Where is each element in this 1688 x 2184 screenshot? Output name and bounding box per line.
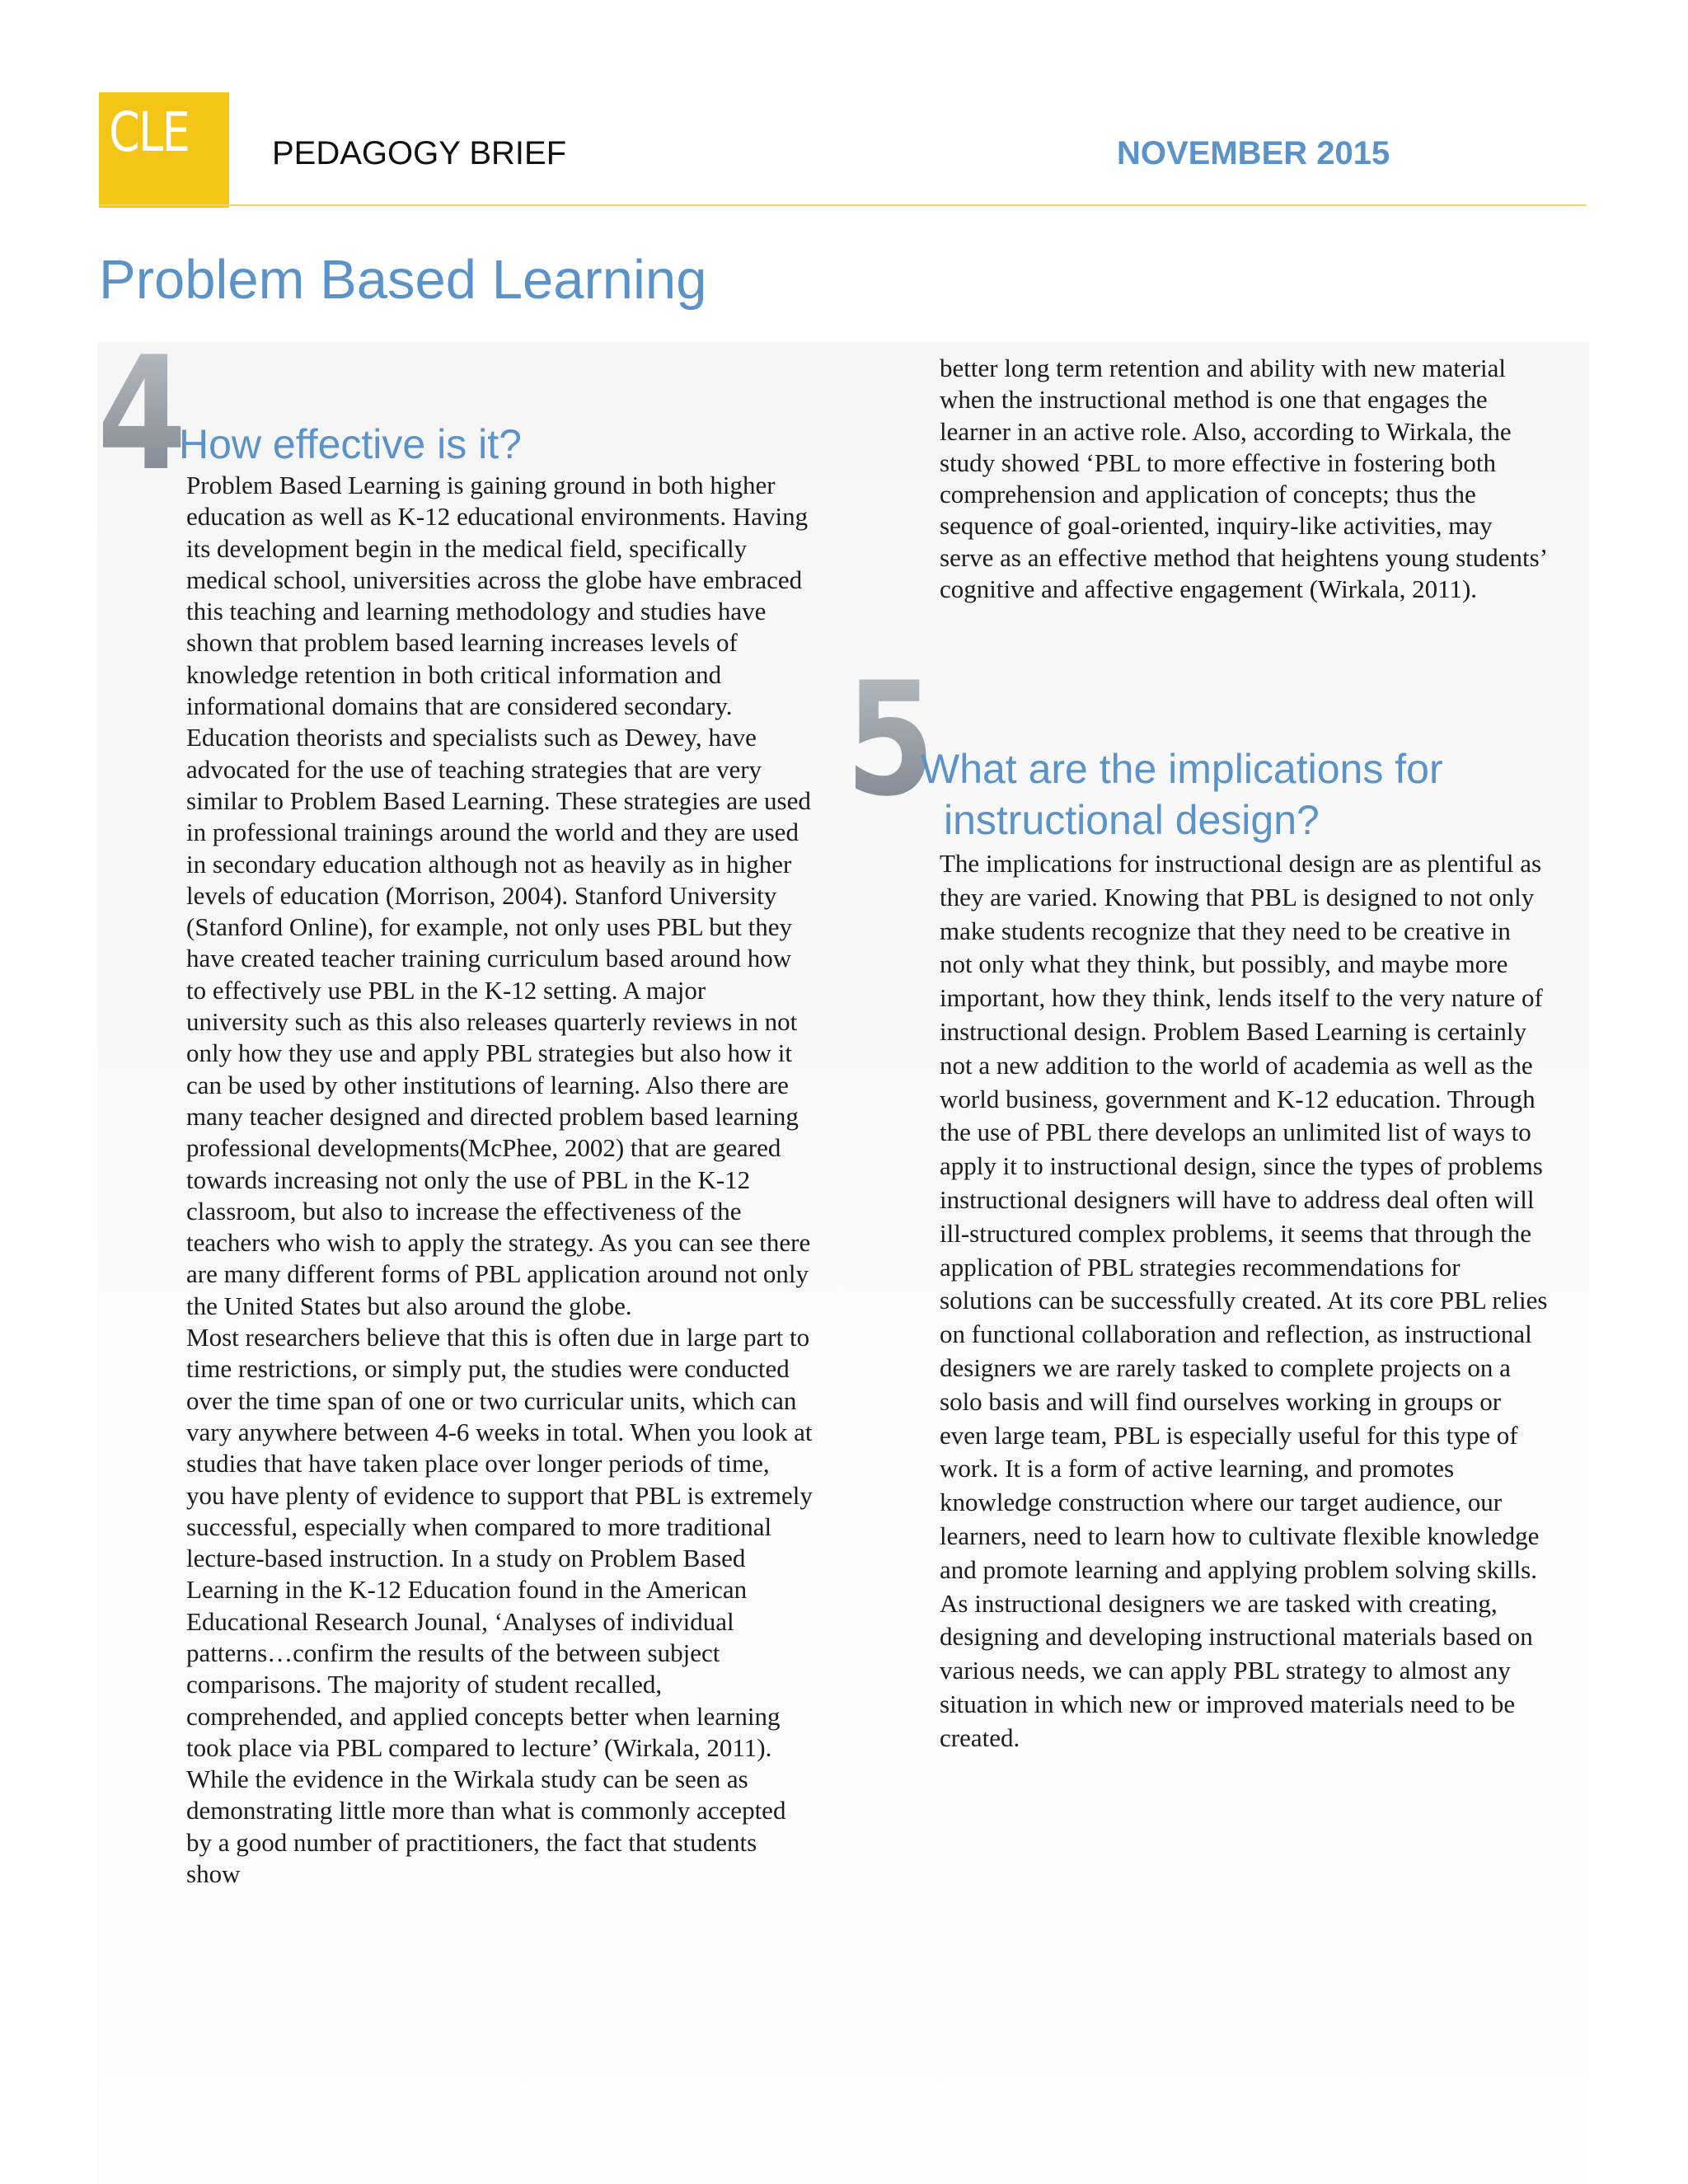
section-4-paragraph: Problem Based Learning is gaining ground in both higher education as well as K-12 educational environments. Having its development begin in the medical field, specifically medical school, universities across the globe have embraced this teaching and learning methodology and studies have shown that problem based learning increases levels of knowledge retention in both critical information and informational domains that are considered secondary. Education theorists and specialists such as Dewey, have advocated for the use of teaching strategies that are very similar to Problem Based Learning. These strategies are used in professional trainings around the world and they are used in secondary education although not as heavily as in higher levels of education (Morrison, 2004). Stanford University (Stanford Online), for example, not only uses PBL but they have created teacher training curriculum based around how to effectively use PBL in the K-12 setting. A major university such as this also releases quarterly reviews in not only how they use and apply PBL strategies but also how it can be used by other institutions of learning. Also there are many teacher designed and directed problem based learning professional developments(McPhee, 2002) that are geared towards increasing not only the use of PBL in the K-12 classroom, but also to increase the effectiveness of the teachers who wish to apply the strategy. As you can see there are many different forms of PBL application around not only the United States but also around the globe. bbox=[186, 471, 811, 1320]
section-4-paragraph: Most researchers believe that this is often due in large part to time restrictions, or simply put, the studies were conducted over the time span of one or two curricular units, which can vary anywhere between 4-6 weeks in total. When you look at studies that have taken place over longer periods of time, you have plenty of evidence to support that PBL is extremely successful, especially when compared to more traditional lecture-based instruction. In a study on Problem Based Learning in the K-12 Education found in the American Educational Research Jounal, ‘Analyses of individual patterns…confirm the results of the between subject comparisons. The majority of student recalled, comprehended, and applied concepts better when learning took place via PBL compared to lecture’ (Wirkala, 2011). While the evidence in the Wirkala study can be seen as demonstrating little more than what is commonly accepted by a good number of practitioners, the fact that students show bbox=[186, 1323, 813, 1889]
header-divider bbox=[99, 204, 1587, 206]
section-heading-implications bbox=[921, 743, 1580, 846]
section-4-continuation bbox=[940, 353, 1550, 605]
section-heading-effectiveness: How effective is it? bbox=[179, 421, 522, 467]
page-title: Problem Based Learning bbox=[99, 249, 707, 311]
issue-date: NOVEMBER 2015 bbox=[1117, 135, 1390, 171]
section-number-5: 5 bbox=[846, 649, 935, 831]
section-heading-line-2: instructional design? bbox=[944, 797, 1320, 843]
section-4-body bbox=[186, 470, 813, 1890]
section-4-continuation-paragraph: better long term retention and ability with new material when the instructional method is one that engages the learner in an active role. Also, according to Wirkala, the study showed ‘PBL to more effective in fostering both comprehension and application of concepts; thus the sequence of goal-oriented, inquiry-like activities, may serve as an effective method that heightens young students’ cognitive and affective engagement (Wirkala, 2011). bbox=[940, 354, 1546, 604]
section-5-paragraph: The implications for instructional design are as plentiful as they are varied. Knowing that PBL is designed to not only make students recognize that they need to be creative in not only what they think, but possibly, and maybe more important, how they think, lends itself to the very nature of instructional design. Problem Based Learning is certainly not a new addition to the world of academia as well as the world business, government and K-12 education. Through the use of PBL there develops an unlimited list of ways to apply it to instructional design, since the types of problems instructional designers will have to address deal often will ill-structured complex problems, it seems that through the application of PBL strategies recommendations for solutions can be successfully created. At its core PBL relies on functional collaboration and reflection, as instructional designers we are rarely tasked to complete projects on a solo basis and will find ourselves working in groups or even large team, PBL is especially useful for this type of work. It is a form of active learning, and promotes knowledge construction where our target audience, our learners, need to learn how to cultivate flexible knowledge and promote learning and applying problem solving skills. As instructional designers we are tasked with creating, designing and developing instructional materials based on various needs, we can apply PBL strategy to almost any situation in which new or improved materials need to be created. bbox=[940, 849, 1548, 1752]
brief-label: PEDAGOGY BRIEF bbox=[272, 135, 567, 171]
section-number-4: 4 bbox=[97, 323, 187, 505]
cle-logo-text: CLE bbox=[109, 101, 190, 164]
section-heading-line-1: What are the implications for bbox=[921, 746, 1443, 792]
section-5-body bbox=[940, 847, 1550, 1755]
